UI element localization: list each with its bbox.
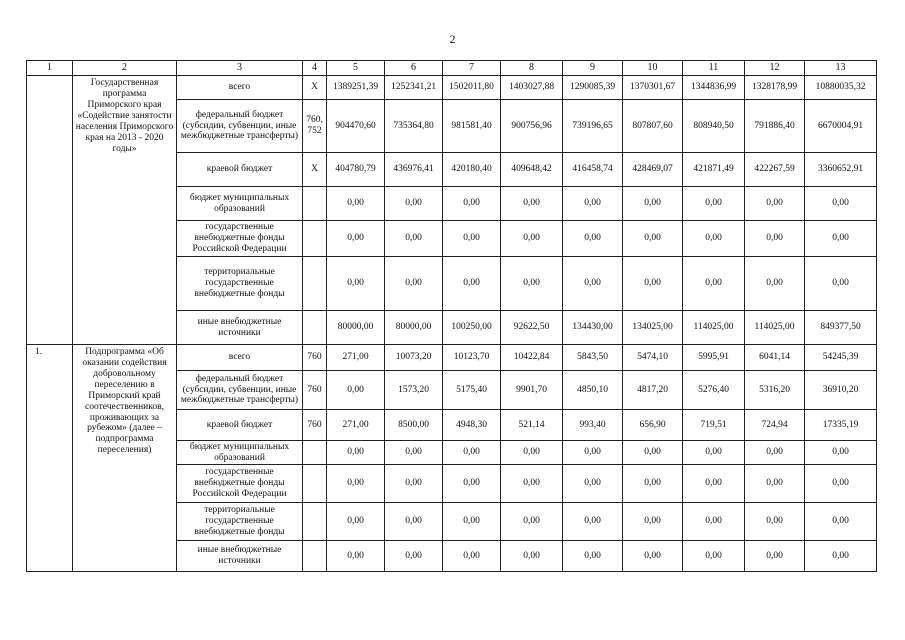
value-cell: 0,00 bbox=[805, 187, 877, 221]
value-cell: 739196,65 bbox=[563, 100, 623, 153]
header-row bbox=[27, 61, 877, 76]
value-cell: 4850,10 bbox=[563, 371, 623, 410]
value-cell: 0,00 bbox=[745, 541, 805, 572]
value-cell: 0,00 bbox=[563, 187, 623, 221]
budget-code: 760 bbox=[303, 371, 327, 410]
header-cell: 1 bbox=[27, 61, 73, 76]
funding-source: всего bbox=[177, 76, 303, 100]
budget-code: 760 bbox=[303, 345, 327, 371]
funding-source: краевой бюджет bbox=[177, 153, 303, 187]
value-cell: 114025,00 bbox=[683, 311, 745, 345]
section-number bbox=[27, 76, 73, 345]
budget-code: X bbox=[303, 76, 327, 100]
header-cell: 5 bbox=[327, 61, 385, 76]
value-cell: 0,00 bbox=[327, 503, 385, 541]
funding-source: краевой бюджет bbox=[177, 410, 303, 441]
section-number: 1. bbox=[27, 345, 73, 572]
header-cell: 4 bbox=[303, 61, 327, 76]
value-cell: 0,00 bbox=[745, 187, 805, 221]
table-row bbox=[27, 345, 877, 371]
value-cell: 0,00 bbox=[745, 221, 805, 257]
value-cell: 409648,42 bbox=[501, 153, 563, 187]
value-cell: 0,00 bbox=[385, 503, 443, 541]
value-cell: 0,00 bbox=[327, 257, 385, 311]
value-cell: 10073,20 bbox=[385, 345, 443, 371]
value-cell: 0,00 bbox=[385, 221, 443, 257]
value-cell: 0,00 bbox=[683, 187, 745, 221]
value-cell: 656,90 bbox=[623, 410, 683, 441]
value-cell: 1573,20 bbox=[385, 371, 443, 410]
value-cell: 0,00 bbox=[443, 541, 501, 572]
value-cell: 428469,07 bbox=[623, 153, 683, 187]
value-cell: 0,00 bbox=[563, 465, 623, 503]
value-cell: 0,00 bbox=[501, 465, 563, 503]
value-cell: 0,00 bbox=[805, 257, 877, 311]
value-cell: 0,00 bbox=[683, 503, 745, 541]
value-cell: 4817,20 bbox=[623, 371, 683, 410]
program-name: Подпрограмма «Об оказании содействия добровольному переселению в Приморский край соотечественников, проживающих за рубежом» (далее – подпрограмма переселения) bbox=[73, 345, 177, 572]
funding-source: бюджет муниципальных образований bbox=[177, 187, 303, 221]
value-cell: 100250,00 bbox=[443, 311, 501, 345]
value-cell: 0,00 bbox=[501, 221, 563, 257]
value-cell: 0,00 bbox=[501, 187, 563, 221]
value-cell: 0,00 bbox=[623, 541, 683, 572]
value-cell: 0,00 bbox=[745, 465, 805, 503]
value-cell: 1389251,39 bbox=[327, 76, 385, 100]
value-cell: 0,00 bbox=[443, 221, 501, 257]
funding-source: федеральный бюджет (субсидии, субвенции, иные межбюджетные трансферты) bbox=[177, 371, 303, 410]
value-cell: 0,00 bbox=[327, 441, 385, 465]
header-cell: 8 bbox=[501, 61, 563, 76]
value-cell: 0,00 bbox=[745, 441, 805, 465]
value-cell: 10880035,32 bbox=[805, 76, 877, 100]
header-cell: 3 bbox=[177, 61, 303, 76]
value-cell: 134430,00 bbox=[563, 311, 623, 345]
budget-code bbox=[303, 503, 327, 541]
budget-code: 760 bbox=[303, 410, 327, 441]
value-cell: 0,00 bbox=[443, 441, 501, 465]
table-row bbox=[27, 76, 877, 100]
value-cell: 54245,39 bbox=[805, 345, 877, 371]
value-cell: 0,00 bbox=[805, 465, 877, 503]
value-cell: 0,00 bbox=[443, 187, 501, 221]
value-cell: 0,00 bbox=[385, 441, 443, 465]
value-cell: 0,00 bbox=[805, 541, 877, 572]
value-cell: 0,00 bbox=[683, 465, 745, 503]
value-cell: 0,00 bbox=[327, 465, 385, 503]
value-cell: 5843,50 bbox=[563, 345, 623, 371]
value-cell: 1502011,80 bbox=[443, 76, 501, 100]
funding-source: территориальные государственные внебюджетные фонды bbox=[177, 257, 303, 311]
value-cell: 9901,70 bbox=[501, 371, 563, 410]
value-cell: 900756,96 bbox=[501, 100, 563, 153]
header-cell: 7 bbox=[443, 61, 501, 76]
value-cell: 904470,60 bbox=[327, 100, 385, 153]
value-cell: 0,00 bbox=[563, 441, 623, 465]
value-cell: 5995,91 bbox=[683, 345, 745, 371]
value-cell: 0,00 bbox=[563, 221, 623, 257]
budget-code bbox=[303, 311, 327, 345]
value-cell: 416458,74 bbox=[563, 153, 623, 187]
value-cell: 981581,40 bbox=[443, 100, 501, 153]
value-cell: 6670004,91 bbox=[805, 100, 877, 153]
budget-code: 760, 752 bbox=[303, 100, 327, 153]
value-cell: 0,00 bbox=[805, 441, 877, 465]
value-cell: 80000,00 bbox=[385, 311, 443, 345]
funding-source: бюджет муниципальных образований bbox=[177, 441, 303, 465]
value-cell: 271,00 bbox=[327, 345, 385, 371]
funding-source: государственные внебюджетные фонды Российской Федерации bbox=[177, 465, 303, 503]
header-cell: 10 bbox=[623, 61, 683, 76]
value-cell: 3360652,91 bbox=[805, 153, 877, 187]
value-cell: 0,00 bbox=[623, 465, 683, 503]
value-cell: 0,00 bbox=[745, 503, 805, 541]
value-cell: 0,00 bbox=[745, 257, 805, 311]
value-cell: 807807,60 bbox=[623, 100, 683, 153]
value-cell: 5474,10 bbox=[623, 345, 683, 371]
value-cell: 0,00 bbox=[327, 541, 385, 572]
value-cell: 0,00 bbox=[327, 187, 385, 221]
value-cell: 521,14 bbox=[501, 410, 563, 441]
value-cell: 0,00 bbox=[385, 541, 443, 572]
budget-code bbox=[303, 187, 327, 221]
value-cell: 0,00 bbox=[683, 441, 745, 465]
header-cell: 13 bbox=[805, 61, 877, 76]
funding-source: государственные внебюджетные фонды Российской Федерации bbox=[177, 221, 303, 257]
value-cell: 735364,80 bbox=[385, 100, 443, 153]
funding-source: федеральный бюджет (субсидии, субвенции, иные межбюджетные трансферты) bbox=[177, 100, 303, 153]
value-cell: 0,00 bbox=[443, 503, 501, 541]
header-cell: 2 bbox=[73, 61, 177, 76]
header-cell: 9 bbox=[563, 61, 623, 76]
value-cell: 0,00 bbox=[501, 541, 563, 572]
value-cell: 1290085,39 bbox=[563, 76, 623, 100]
funding-source: иные внебюджетные источники bbox=[177, 311, 303, 345]
value-cell: 5316,20 bbox=[745, 371, 805, 410]
value-cell: 0,00 bbox=[327, 371, 385, 410]
budget-code bbox=[303, 541, 327, 572]
value-cell: 92622,50 bbox=[501, 311, 563, 345]
budget-table bbox=[26, 60, 877, 572]
value-cell: 0,00 bbox=[385, 257, 443, 311]
program-name: Государственная программа Приморского края «Содействие занятости населения Приморского края на 2013 - 2020 годы» bbox=[73, 76, 177, 345]
funding-source: всего bbox=[177, 345, 303, 371]
value-cell: 404780,79 bbox=[327, 153, 385, 187]
value-cell: 36910,20 bbox=[805, 371, 877, 410]
value-cell: 0,00 bbox=[443, 465, 501, 503]
page-number: 2 bbox=[449, 32, 456, 46]
value-cell: 422267,59 bbox=[745, 153, 805, 187]
value-cell: 421871,49 bbox=[683, 153, 745, 187]
budget-code: X bbox=[303, 153, 327, 187]
value-cell: 0,00 bbox=[805, 221, 877, 257]
value-cell: 0,00 bbox=[683, 257, 745, 311]
table-body bbox=[27, 61, 877, 572]
value-cell: 0,00 bbox=[501, 257, 563, 311]
value-cell: 724,94 bbox=[745, 410, 805, 441]
value-cell: 134025,00 bbox=[623, 311, 683, 345]
header-cell: 11 bbox=[683, 61, 745, 76]
value-cell: 0,00 bbox=[501, 503, 563, 541]
value-cell: 791886,40 bbox=[745, 100, 805, 153]
value-cell: 1370301,67 bbox=[623, 76, 683, 100]
value-cell: 0,00 bbox=[805, 503, 877, 541]
value-cell: 0,00 bbox=[385, 465, 443, 503]
budget-code bbox=[303, 465, 327, 503]
funding-source: иные внебюджетные источники bbox=[177, 541, 303, 572]
funding-source: территориальные государственные внебюджетные фонды bbox=[177, 503, 303, 541]
value-cell: 1328178,99 bbox=[745, 76, 805, 100]
value-cell: 0,00 bbox=[623, 257, 683, 311]
value-cell: 1344836,99 bbox=[683, 76, 745, 100]
value-cell: 0,00 bbox=[501, 441, 563, 465]
value-cell: 271,00 bbox=[327, 410, 385, 441]
value-cell: 80000,00 bbox=[327, 311, 385, 345]
header-cell: 12 bbox=[745, 61, 805, 76]
value-cell: 17335,19 bbox=[805, 410, 877, 441]
value-cell: 1403027,88 bbox=[501, 76, 563, 100]
value-cell: 0,00 bbox=[385, 187, 443, 221]
value-cell: 849377,50 bbox=[805, 311, 877, 345]
value-cell: 0,00 bbox=[563, 541, 623, 572]
value-cell: 0,00 bbox=[623, 187, 683, 221]
value-cell: 10123,70 bbox=[443, 345, 501, 371]
value-cell: 10422,84 bbox=[501, 345, 563, 371]
value-cell: 6041,14 bbox=[745, 345, 805, 371]
value-cell: 0,00 bbox=[443, 257, 501, 311]
value-cell: 4948,30 bbox=[443, 410, 501, 441]
value-cell: 0,00 bbox=[623, 221, 683, 257]
value-cell: 8500,00 bbox=[385, 410, 443, 441]
value-cell: 0,00 bbox=[623, 503, 683, 541]
value-cell: 0,00 bbox=[563, 503, 623, 541]
value-cell: 5175,40 bbox=[443, 371, 501, 410]
value-cell: 1252341,21 bbox=[385, 76, 443, 100]
value-cell: 5276,40 bbox=[683, 371, 745, 410]
value-cell: 0,00 bbox=[563, 257, 623, 311]
value-cell: 0,00 bbox=[327, 221, 385, 257]
budget-code bbox=[303, 257, 327, 311]
value-cell: 0,00 bbox=[623, 441, 683, 465]
value-cell: 808940,50 bbox=[683, 100, 745, 153]
value-cell: 436976,41 bbox=[385, 153, 443, 187]
value-cell: 993,40 bbox=[563, 410, 623, 441]
value-cell: 0,00 bbox=[683, 221, 745, 257]
value-cell: 719,51 bbox=[683, 410, 745, 441]
value-cell: 0,00 bbox=[683, 541, 745, 572]
value-cell: 114025,00 bbox=[745, 311, 805, 345]
budget-code bbox=[303, 221, 327, 257]
budget-code bbox=[303, 441, 327, 465]
header-cell: 6 bbox=[385, 61, 443, 76]
value-cell: 420180,40 bbox=[443, 153, 501, 187]
